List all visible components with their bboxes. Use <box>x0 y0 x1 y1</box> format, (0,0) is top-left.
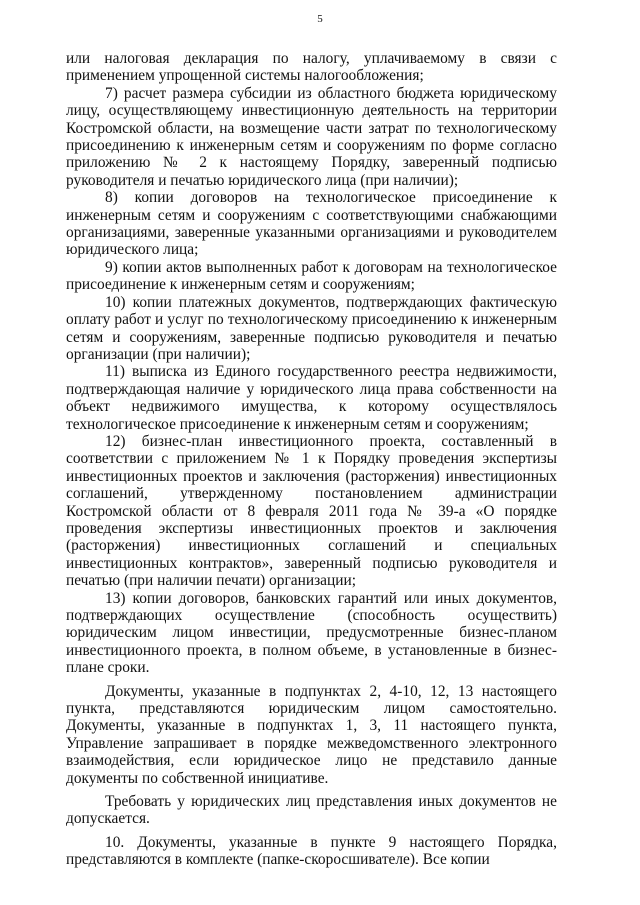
paragraph-clause-10: 10. Документы, указанные в пункте 9 настоящего Порядка, представляются в комплекте (папке-скоросшивателе). Все копии <box>66 833 557 869</box>
paragraph-item-9: 9) копии актов выполненных работ к договорам на технологическое присоединение к инженерным сетям и сооружениям; <box>66 258 557 294</box>
page-number: 5 <box>317 13 323 25</box>
paragraph-item-8: 8) копии договоров на технологическое присоединение к инженерным сетям и сооружениям с соответствующими снабжающими организациями, заверенные указанными организациями и руководителем юридического лица; <box>66 189 557 259</box>
document-body <box>66 50 557 869</box>
paragraph-item-7: 7) расчет размера субсидии из областного бюджета юридическому лицу, осуществляющему инвестиционную деятельность на территории Костромской области, на возмещение части затрат по технологическому присоединению к инженерным сетям и сооружениям по форме согласно приложению № 2 к настоящему Порядку, заверенный подписью руководителя и печатью юридического лица (при наличии); <box>66 84 557 189</box>
paragraph-item-12: 12) бизнес-план инвестиционного проекта, составленный в соответствии с приложением № 1 к Порядку проведения экспертизы инвестиционных проектов и заключения (расторжения) инвестиционных соглашений, утвержденному постановлением администрации Костромской области от 8 февраля 2011 года № 39-а «О порядке проведения экспертизы инвестиционных проектов и заключения (расторжения) инвестиционных соглашений и специальных инвестиционных контрактов», заверенный подписью руководителя и печатью (при наличии печати) организации; <box>66 432 557 590</box>
paragraph-no-other-documents: Требовать у юридических лиц представления иных документов не допускается. <box>66 793 557 828</box>
paragraph-documents-submission: Документы, указанные в подпунктах 2, 4-10, 12, 13 настоящего пункта, представляются юридическим лицом самостоятельно. Документы, указанные в подпунктах 1, 3, 11 настоящего пункта, Управление запрашивает в порядке межведомственного электронного взаимодействия, если юридическое лицо не представило данные документы по собственной инициативе. <box>66 682 557 787</box>
paragraph-item-11: 11) выписка из Единого государственного реестра недвижимости, подтверждающая наличие у юридического лица права собственности на объект недвижимого имущества, к которому осуществлялось технологическое присоединение к инженерным сетям и сооружениям; <box>66 363 557 433</box>
paragraph-tax-declaration: или налоговая декларация по налогу, уплачиваемому в связи с применением упрощенной системы налогообложения; <box>66 50 557 85</box>
paragraph-item-13: 13) копии договоров, банковских гарантий или иных документов, подтверждающих осуществление (способность осуществить) юридическим лицом инвестиции, предусмотренные бизнес-планом инвестиционного проекта, в полном объеме, в установленные в бизнес-плане сроки. <box>66 589 557 677</box>
paragraph-item-10: 10) копии платежных документов, подтверждающих фактическую оплату работ и услуг по технологическому присоединению к инженерным сетям и сооружениям, заверенные подписью руководителя и печатью организации (при наличии); <box>66 293 557 363</box>
